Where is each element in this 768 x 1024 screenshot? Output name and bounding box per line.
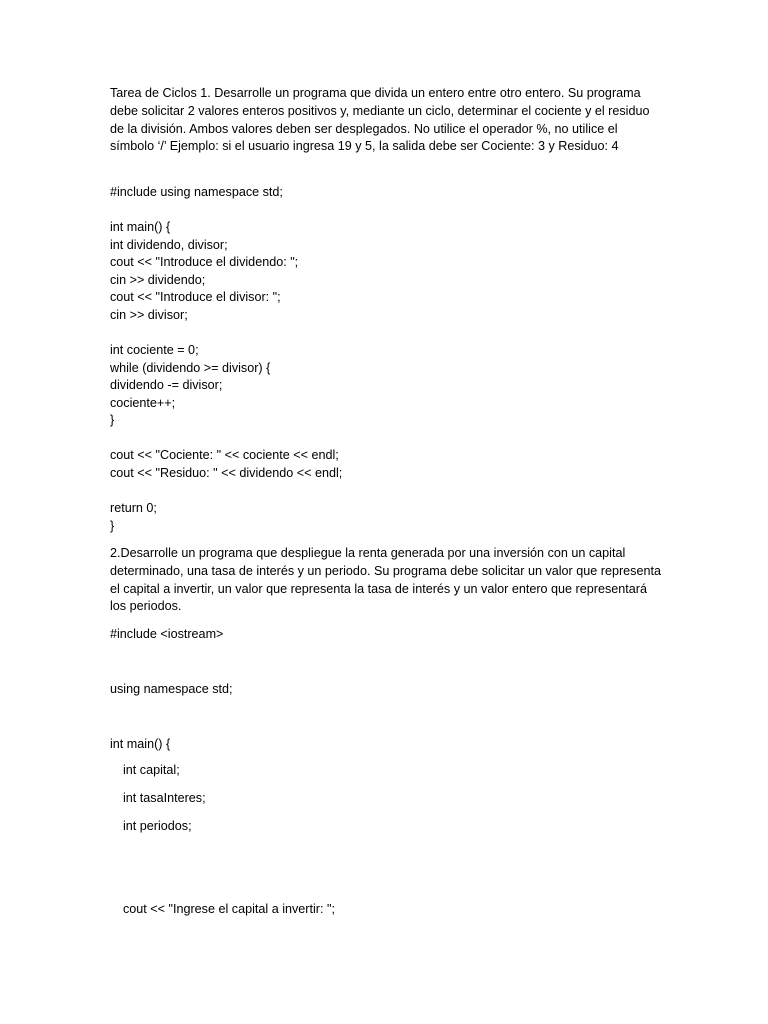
code-line: int capital; (123, 763, 180, 777)
code-line: cout << "Residuo: " << dividendo << endl; (110, 466, 343, 480)
code-line: int main() { (110, 220, 171, 234)
code-line: cout << "Cociente: " << cociente << endl; (110, 448, 339, 462)
code-line: } (110, 519, 115, 533)
code-line: #include using namespace std; (110, 185, 283, 199)
code-line: int main() { (110, 737, 171, 751)
code-line: cout << "Introduce el dividendo: "; (110, 255, 299, 269)
task1-statement: Tarea de Ciclos 1. Desarrolle un programa que divida un entero entre otro entero. Su programa debe solicitar 2 valores enteros positivos y, mediante un ciclo, determinar el cociente y el residuo de la división. Ambos valores deben ser desplegados. No utilice el operador %, no utilice el símbolo ‘/’ Ejemplo: si el usuario ingresa 19 y 5, la salida debe ser Cociente: 3 y Residuo: 4 (110, 86, 650, 154)
task2-statement: 2.Desarrolle un programa que despliegue la renta generada por una inversión con un capital determinado, una tasa de interés y un periodo. Su programa debe solicitar un valor que representa el capital a invertir, un valor que representa la tasa de interés y un valor entero que representará los periodos. (110, 546, 661, 614)
code-line: return 0; (110, 501, 157, 515)
code-line: #include <iostream> (110, 627, 224, 641)
code-line: cout << "Ingrese el capital a invertir: "; (123, 902, 335, 916)
code-line: cociente++; (110, 396, 176, 410)
code-line: cout << "Introduce el divisor: "; (110, 290, 281, 304)
code-line: cin >> dividendo; (110, 273, 206, 287)
code-line: cin >> divisor; (110, 308, 188, 322)
code-line: int periodos; (123, 819, 192, 833)
code-line: using namespace std; (110, 682, 233, 696)
code-line: int cociente = 0; (110, 343, 199, 357)
code-line: dividendo -= divisor; (110, 378, 223, 392)
code-line: int tasaInteres; (123, 791, 206, 805)
code-line: } (110, 413, 115, 427)
code-line: int dividendo, divisor; (110, 238, 228, 252)
code-line: while (dividendo >= divisor) { (110, 361, 271, 375)
